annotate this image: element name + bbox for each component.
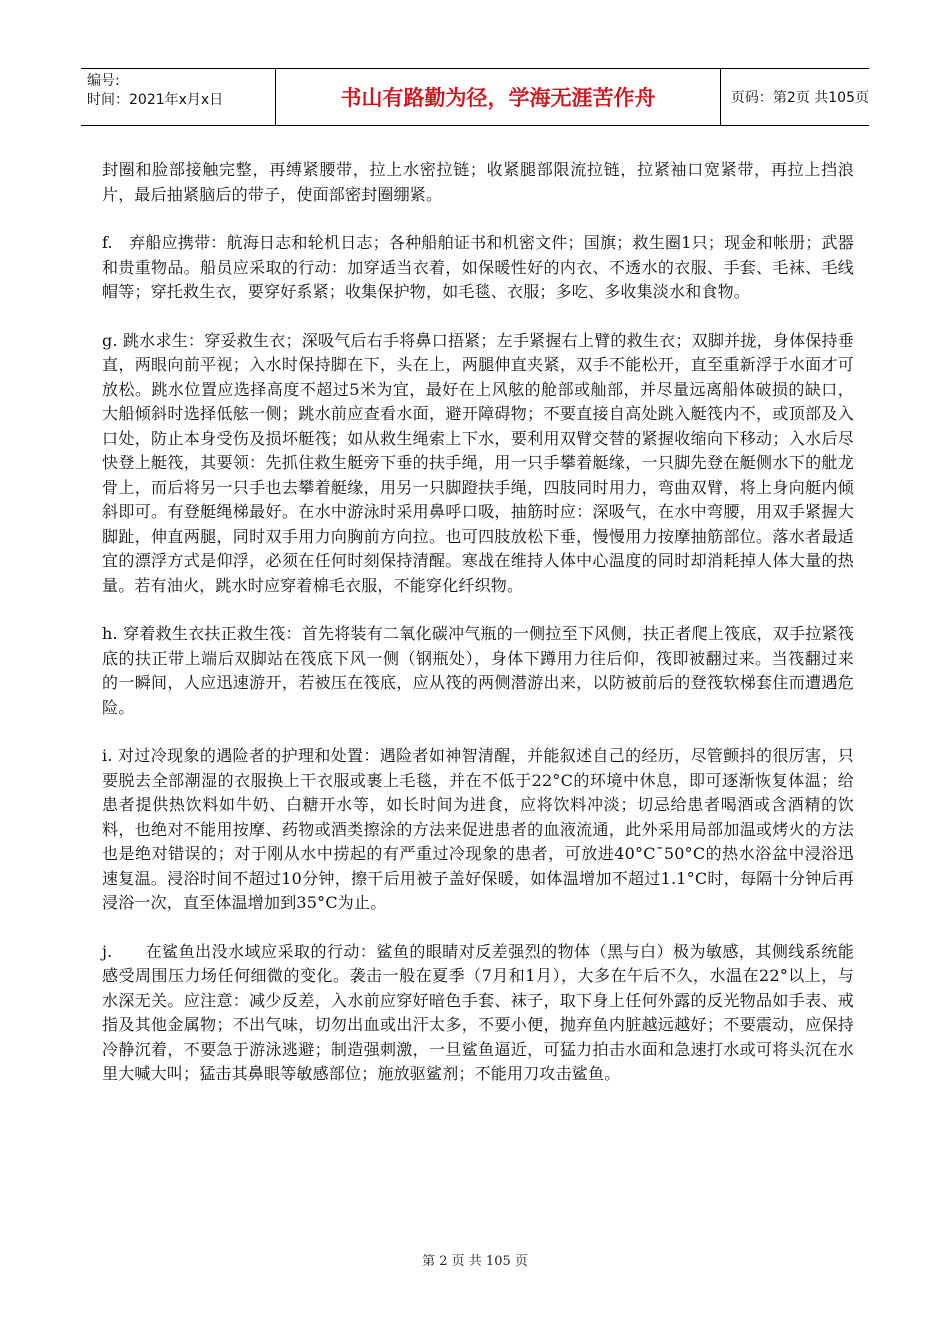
paragraph-f-abandon-ship: f. 弃船应携带：航海日志和轮机日志；各种船舶证书和机密文件；国旗；救生圈1只；现金和帐册；武器和贵重物品。船员应采取的行动：加穿适当衣着，如保暖性好的内衣、不透水的衣服、手套、毛袜、毛线帽等；穿托救生衣，要穿好系紧；收集保护物，如毛毯、衣服；多吃、多收集淡水和食物。 bbox=[102, 233, 854, 301]
header-page-number: 页码：第2页 共105页 bbox=[730, 90, 869, 106]
serial-label: 编号: bbox=[87, 73, 120, 89]
page-footer: 第 2 页 共 105 页 bbox=[422, 1254, 528, 1269]
paragraph-i-hypothermia: i. 对过冷现象的遇险者的护理和处置：遇险者如神智清醒，并能叙述自己的经历，尽管颤抖的很厉害，只要脱去全部潮湿的衣服换上干衣服或裹上毛毯，并在不低于22°C的环境中休息，即可逐渐恢复体温；给患者提供热饮料如牛奶、白糖开水等，如长时间为进食，应将饮料冲淡；切忌给患者喝酒或含酒精的饮料，也绝对不能用按摩、药物或酒类擦涂的方法来促进患者的血液流通，此外采用局部加温或烤火的方法也是绝对错误的；对于刚从水中捞起的有严重过冷现象的患者，可放进40°C¯50°C的热水浴盆中浸浴迅速复温。浸浴时间不超过10分钟，擦干后用被子盖好保暖，如体温增加不超过1.1°C时，每隔十分钟后再浸浴一次，直至体温增加到35°C为止。 bbox=[102, 746, 854, 912]
header-meta bbox=[81, 69, 276, 125]
header-motto: 书山有路勤为径，学海无涯苦作舟 bbox=[276, 69, 721, 125]
paragraph-h-right-raft: h. 穿着救生衣扶正救生筏：首先将装有二氧化碳冲气瓶的一侧拉至下风侧，扶正者爬上筏底，双手拉紧筏底的扶正带上端后双脚站在筏底下风一侧（钢瓶处），身体下蹲用力往后仰，筏即被翻过来。当筏翻过来的一瞬间，人应迅速游开，若被压在筏底，应从筏的两侧潜游出来，以防被前后的登筏软梯套住而遭遇危险。 bbox=[102, 624, 854, 717]
paragraph-continuation: 封圈和脸部接触完整，再缚紧腰带，拉上水密拉链；收紧腿部限流拉链，拉紧袖口宽紧带，再拉上挡浪片，最后抽紧脑后的带子，使面部密封圈绷紧。 bbox=[102, 160, 854, 204]
paragraph-g-jump-survival: g. 跳水求生：穿妥救生衣；深吸气后右手将鼻口捂紧；左手紧握右上臂的救生衣；双脚并拢，身体保持垂直，两眼向前平视；入水时保持脚在下，头在上，两腿伸直夹紧，双手不能松开，直至重新浮于水面才可放松。跳水位置应选择高度不超过5米为宜，最好在上风舷的舱部或舢部，并尽量远离船体破损的缺口，大船倾斜时选择低舷一侧；跳水前应查看水面，避开障碍物；不要直接自高处跳入艇筏内不，或顶部及入口处，防止本身受伤及损坏艇筏；如从救生绳索上下水，要利用双臂交替的紧握收缩向下移动；入水后尽快登上艇筏，其要领：先抓住救生艇旁下垂的扶手绳，用一只手攀着艇缘，一只脚先登在艇侧水下的舭龙骨上，而后将另一只手也去攀着艇缘，用另一只脚蹬扶手绳，四肢同时用力，弯曲双臂，将上身向艇内倾斜即可。有登艇绳梯最好。在水中游泳时采用鼻呼口吸，抽筋时应：深吸气，在水中弯腰，用双手紧握大脚趾，伸直两腿，同时双手用力向胸前方向拉。也可四肢放松下垂，慢慢用力按摩抽筋部位。落水者最适宜的漂浮方式是仰浮，必须在任何时刻保持清醒。寒战在维持人体中心温度的同时却消耗掉人体大量的热量。若有油火，跳水时应穿着棉毛衣服，不能穿化纤织物。 bbox=[102, 330, 854, 595]
paragraph-j-sharks: j. 在鲨鱼出没水域应采取的行动：鲨鱼的眼睛对反差强烈的物体（黑与白）极为敏感，其侧线系统能感受周围压力场任何细微的变化。袭击一般在夏季（7月和1月），大多在午后不久，水温在22°以上，与水深无关。应注意：减少反差，入水前应穿好暗色手套、袜子，取下身上任何外露的反光物品如手表、戒指及其他金属物；不出气味，切勿出血或出汗太多，不要小便，抛弃鱼内脏越远越好；不要震动，应保持冷静沉着，不要急于游泳逃避；制造强刺激，一旦鲨鱼逼近，可猛力拍击水面和急速打水或可将头沉在水里大喊大叫；猛击其鼻眼等敏感部位；施放驱鲨剂；不能用刀攻击鲨鱼。 bbox=[102, 941, 854, 1083]
time-label: 时间：2021年x月x日 bbox=[87, 92, 224, 108]
document-body bbox=[102, 158, 854, 1111]
page-header bbox=[81, 68, 869, 126]
